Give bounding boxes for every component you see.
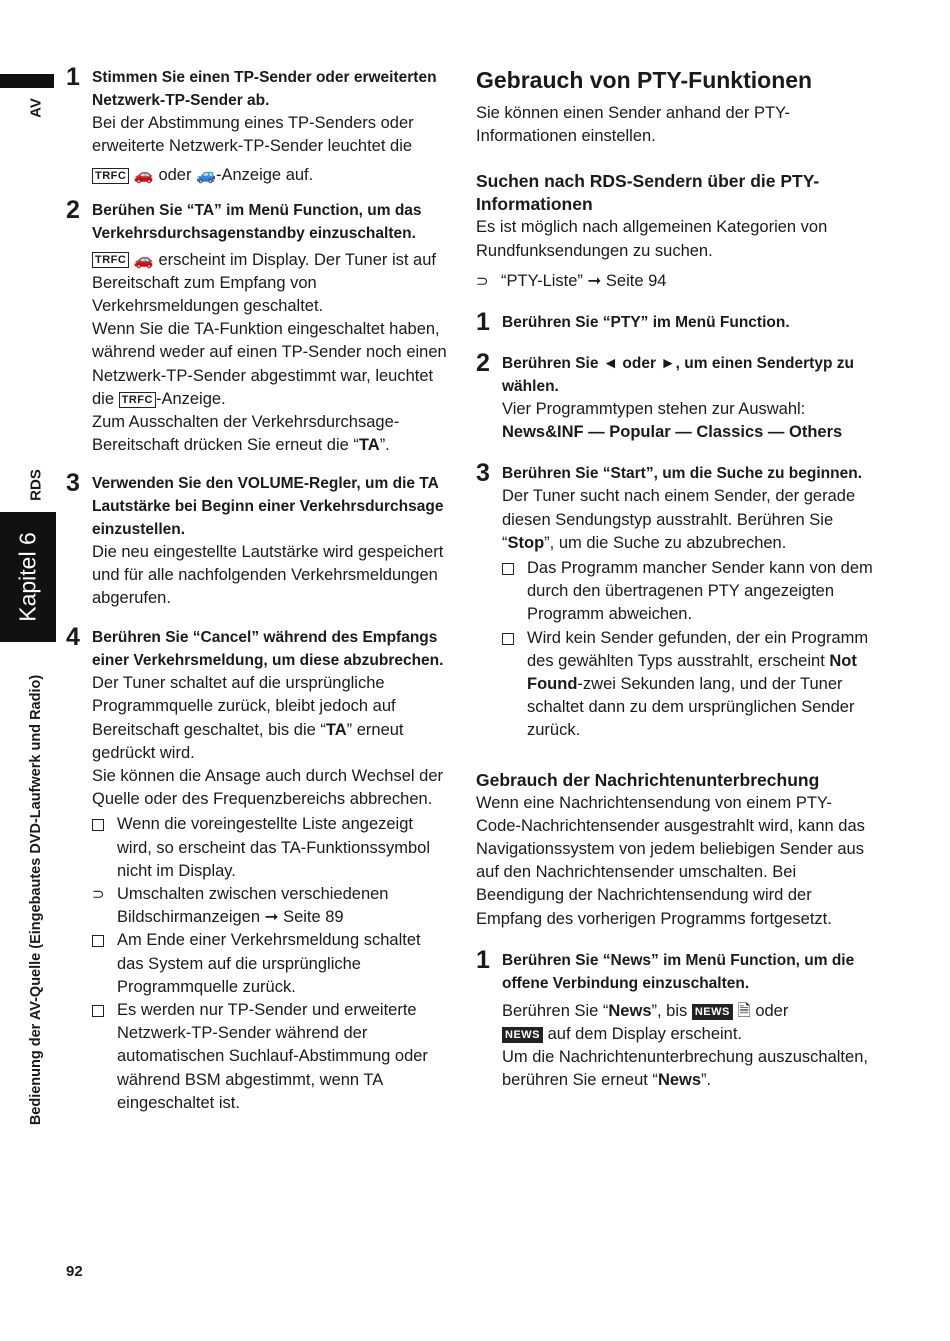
step-text-end: -Anzeige auf. (215, 166, 314, 185)
page-number: 92 (66, 1263, 83, 1280)
step-number: 2 (66, 195, 80, 224)
side-label-rds: RDS (27, 469, 45, 501)
car-network-icon: 🚙 (196, 167, 216, 185)
chapter-tab (0, 512, 56, 642)
note-item (92, 813, 451, 883)
note-text (527, 629, 868, 740)
right-step-1 (476, 308, 876, 337)
text-bold: Not Found (527, 651, 857, 694)
text-end: auf dem Display erscheint. (547, 1025, 743, 1044)
step-text-b-main: Wenn Sie die TA-Funktion eingeschaltet haben, während weder auf einen TP-Sender noch einen Netzwerk-TP-Sender abgestimmt war, leuchtet die (92, 320, 447, 408)
step-title: Berühren Sie “Cancel” während des Empfangs einer Verkehrsmeldung, um diese abzubrechen. (92, 629, 444, 670)
step-text-b (502, 1046, 876, 1092)
checkbox-bullet-icon (502, 557, 520, 582)
note-item (502, 557, 876, 627)
note-text: Das Programm mancher Sender kann von dem durch den übertragenen PTY angezeigten Programm abweichen. (527, 559, 873, 624)
step-text-cont (502, 1023, 876, 1046)
reference-line (476, 270, 876, 293)
note-list (502, 557, 876, 743)
trfc-badge: TRFC (92, 168, 129, 184)
text-bold: News (657, 1071, 702, 1090)
left-step-3 (66, 468, 451, 611)
note-text: Am Ende einer Verkehrsmeldung schaltet das System auf die ursprüngliche Programmquelle zurück. (117, 931, 421, 996)
subsection-heading: Suchen nach RDS-Sendern über die PTY-Informationen (476, 171, 820, 215)
checkbox-bullet-icon (92, 999, 110, 1024)
step-text: Bei der Abstimmung eines TP-Senders oder erweiterte Netzwerk-TP-Sender leuchtet die (92, 114, 414, 156)
step-number: 1 (66, 63, 80, 91)
note-item (92, 999, 451, 1115)
right-news-step-1 (476, 945, 876, 1093)
step-text-c: -Anzeige. (155, 389, 226, 408)
left-step-4 (66, 623, 451, 1115)
text-pre: Wird kein Sender gefunden, der ein Programm des gewählten Typs ausstrahlt, erscheint (527, 628, 869, 670)
step-text-a (92, 672, 451, 765)
step-title: Berühren Sie “News” im Menü Function, um die offene Verbindung einzuschalten. (502, 951, 855, 992)
note-item (502, 627, 876, 743)
checkbox-bullet-icon (502, 627, 520, 652)
note-list (92, 813, 451, 1115)
step-title: Berühren Sie “PTY” im Menü Function. (502, 314, 790, 332)
section-title: Gebrauch von PTY-Funktionen (476, 67, 813, 93)
step-number: 1 (476, 945, 490, 974)
step-text-b (92, 318, 451, 411)
note-text: Es werden nur TP-Sender und erweiterte Netzwerk-TP-Sender während der automatischen Suchlauf-Abstimmung oder während BSM abgestimmt, wenn TA eingeschaltet ist. (117, 1000, 428, 1112)
checkbox-bullet-icon (92, 813, 110, 838)
right-column (476, 66, 876, 1093)
side-label-av: AV (27, 98, 45, 118)
step-number: 3 (66, 468, 80, 497)
right-step-3 (476, 459, 876, 742)
step-text (502, 1000, 876, 1023)
text-pre: Der Tuner schaltet auf die ursprüngliche Programmquelle zurück, bleibt jedoch auf Bereitschaft geschaltet, bis die “ (92, 674, 396, 739)
text-post: ”. (701, 1071, 712, 1090)
step-text (92, 249, 451, 319)
car-icon: 🚗 (133, 251, 154, 269)
program-types: News&INF — Popular — Classics — Others (502, 423, 843, 442)
side-section-title: Bedienung der AV-Quelle (Eingebautes DVD-Laufwerk und Radio) (28, 674, 44, 1126)
step-indicator-line (92, 164, 451, 187)
reference-text: Umschalten zwischen verschiedenen Bildschirmanzeigen ➞ Seite 89 (117, 884, 389, 927)
reference-arrow-icon: ⊃ (92, 885, 105, 903)
text-post: ”, um die Suche zu abzubrechen. (544, 533, 787, 552)
step-text: Vier Programmtypen stehen zur Auswahl: (502, 400, 806, 419)
text-bold: News (608, 1001, 652, 1020)
section-intro: Sie können einen Sender anhand der PTY-Informationen einstellen. (476, 104, 791, 146)
news-badge-outline: NEWS (502, 1027, 543, 1043)
left-step-2 (66, 195, 451, 458)
step-text-b: Sie können die Ansage auch durch Wechsel der Quelle oder des Frequenzbereichs abbrechen. (92, 766, 444, 809)
step-title: Berühren Sie “Start”, um die Suche zu beginnen. (502, 465, 863, 483)
left-column (66, 63, 451, 1115)
subsection-text: Wenn eine Nachrichtensendung von einem PTY-Code-Nachrichtensender ausgestrahlt wird, kann das Navigationssystem von jedem beliebigen Sender aus auf den Nachrichtensender umschalten. Bei Beendigung der Nachrichtensendung wird der Empfang des vorherigen Programms fortgesetzt. (476, 793, 865, 928)
step-text-a: erscheint im Display. Der Tuner ist auf Bereitschaft zum Empfang von Verkehrsmeldungen geschaltet. (92, 250, 436, 316)
chapter-label: Kapitel 6 (14, 532, 41, 622)
subsection-heading: Gebrauch der Nachrichtenunterbrechung (476, 769, 820, 790)
reference-item (92, 883, 451, 929)
step-text: Die neu eingestellte Lautstärke wird gespeichert und für alle nachfolgenden Verkehrsmeldungen abgerufen. (92, 542, 444, 607)
news-badge: NEWS (692, 1004, 733, 1020)
left-step-1 (66, 63, 451, 188)
step-title: Berühren Sie ◄ oder ►, um einen Sendertyp zu wählen. (502, 355, 854, 396)
step-number: 4 (66, 623, 80, 652)
text-pre: Um die Nachrichtenunterbrechung auszuschalten, berühren Sie erneut “ (502, 1048, 868, 1090)
text-pre: Der Tuner sucht nach einem Sender, der gerade diesen Sendungstyp ausstrahlt. Berühren Sie “ (502, 487, 856, 552)
subsection-text: Es ist möglich nach allgemeinen Kategorien von Rundfunksendungen zu suchen. (476, 218, 828, 260)
step-text-d (92, 411, 451, 457)
text-post: -zwei Sekunden lang, und der Tuner schaltet dann zu dem ursprünglichen Sender zurück. (527, 675, 855, 740)
text-post: ”. (379, 436, 390, 455)
step-number: 1 (476, 308, 490, 337)
car-icon: 🚗 (133, 167, 154, 185)
text-bold: Stop (507, 533, 545, 552)
text-pre: Zum Ausschalten der Verkehrsdurchsage-Bereitschaft drücken Sie erneut die “ (92, 413, 400, 455)
reference-arrow-icon: ⊃ (476, 272, 489, 290)
text-bold: TA (358, 436, 380, 455)
reference-text: “PTY-Liste” ➞ Seite 94 (501, 271, 667, 290)
text-bold: TA (325, 720, 347, 739)
text-mid: ”, bis (651, 1001, 688, 1020)
step-text (502, 485, 876, 555)
step-title: Berühen Sie “TA” im Menü Function, um das Verkehrsdurchsagenstandby einzuschalten. (92, 201, 422, 242)
right-step-2 (476, 349, 876, 444)
step-number: 3 (476, 459, 490, 488)
trfc-badge: TRFC (92, 252, 129, 268)
step-title: Stimmen Sie einen TP-Sender oder erweiterten Netzwerk-TP-Sender ab. (92, 69, 437, 109)
step-text-or: oder (158, 166, 192, 185)
text-pre: Berühren Sie “ (502, 1001, 609, 1020)
step-number: 2 (476, 349, 490, 378)
text-post: ” erneut gedrückt wird. (92, 720, 404, 762)
side-rule (0, 74, 54, 88)
step-title: Verwenden Sie den VOLUME-Regler, um die TA Lautstärke bei Beginn einer Verkehrsdurchsage einzustellen. (92, 474, 444, 538)
checkbox-bullet-icon (92, 929, 110, 954)
trfc-badge: TRFC (119, 392, 156, 408)
note-item (92, 929, 451, 999)
note-text: Wenn die voreingestellte Liste angezeigt wird, so erscheint das TA-Funktionssymbol nicht im Display. (117, 815, 431, 880)
text-or: oder (755, 1001, 789, 1020)
news-document-icon: 🗎 (737, 1001, 751, 1020)
